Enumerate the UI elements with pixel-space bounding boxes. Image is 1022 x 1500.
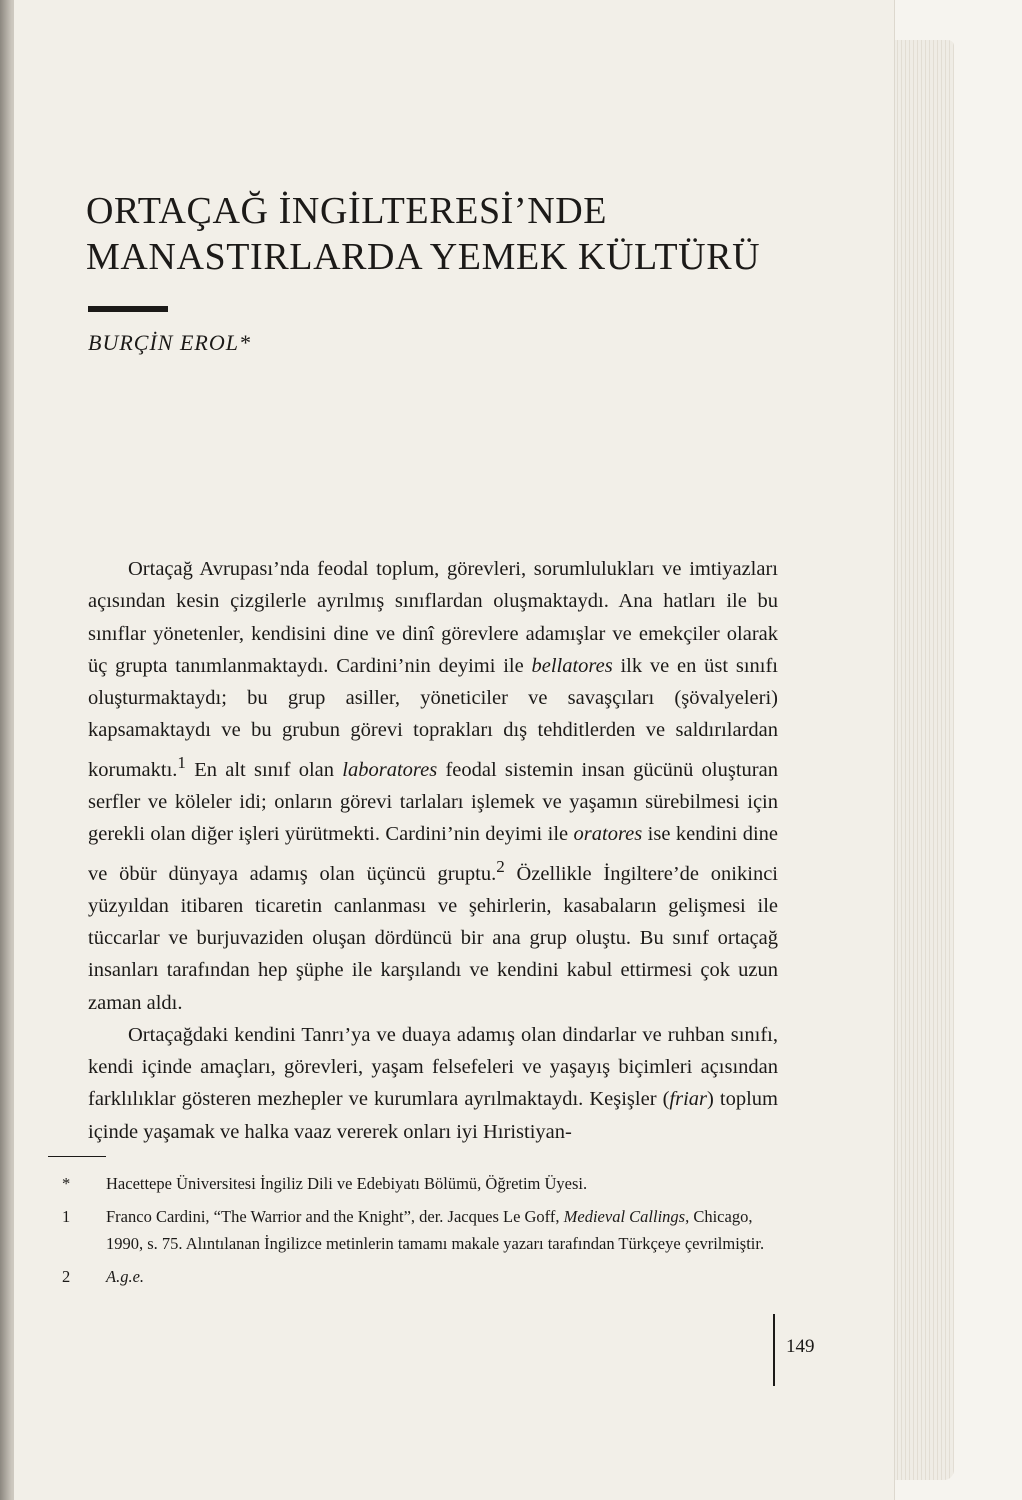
footnote-text: Hacettepe Üniversitesi İngiliz Dili ve Edebiyatı Bölümü, Öğretim Üyesi.: [106, 1174, 588, 1193]
footnote-separator: [48, 1156, 106, 1157]
folio-bar: [773, 1314, 775, 1386]
p1-text-i: Özellikle İngiltere’de onikinci yüzyıldan itibaren ticaretin canlanması ve şehirlerin, kasabaların gelişmesi ile tüccarlar ve burjuvaziden oluşan dördüncü bir ana grup oluştu. Bu sınıf ortaçağ insanları tarafından hep şüphe ile karşılandı ve kendini kabul ettirmesi çok uzun zaman aldı.: [88, 862, 778, 1014]
p2-text-c: ) toplum içinde yaşamak ve halka vaaz vererek onları iyi Hıristiyan-: [88, 1088, 778, 1143]
footnote-star: [62, 1170, 782, 1197]
title-line-2: MANASTIRLARDA YEMEK KÜLTÜRÜ: [86, 236, 761, 278]
p1-text-d: En alt sınıf olan: [185, 758, 343, 781]
fn2-italic: A.g.e.: [106, 1267, 145, 1286]
p1-italic-laboratores: laboratores: [342, 758, 438, 781]
p2-italic-friar: friar: [669, 1088, 708, 1111]
article-title: [86, 188, 846, 280]
p1-italic-oratores: oratores: [573, 823, 643, 846]
fn1-text-c: , Chicago, 1990, s. 75. Alıntılanan İngilizce metinlerin tamamı makale yazarı tarafından Türkçeye çevrilmiştir.: [106, 1207, 765, 1253]
footnote-1: [62, 1203, 782, 1257]
page-number: 149: [786, 1336, 815, 1357]
page-edges: [894, 40, 954, 1480]
paragraph-2: [88, 1019, 778, 1148]
p1-text-c: ilk ve en üst sınıfı oluşturmaktaydı; bu grup asiller, yöneticiler ve savaşçıları (şövalyeleri) kapsamaktaydı ve bu grubun görevi toprakları dış tehditlerden ve saldırılardan korumaktı.: [88, 654, 778, 781]
p1-text-f: feodal sistemin insan gücünü oluşturan serfler ve köleler idi; onların görevi tarlaları işlemek ve yaşamın sürebilmesi için gerekli olan diğer işleri yürütmekti. Cardini’nin deyimi ile: [88, 758, 778, 846]
footnote-mark: *: [62, 1174, 71, 1193]
fn1-italic-title: Medieval Callings: [563, 1207, 686, 1226]
fn1-text-a: Franco Cardini, “The Warrior and the Knight”, der. Jacques Le Goff,: [106, 1207, 564, 1226]
footnote-mark: 2: [62, 1267, 71, 1286]
footnotes: [62, 1170, 782, 1296]
footnote-text: [106, 1203, 782, 1257]
paragraph-1: [88, 553, 778, 1019]
footnote-text: [106, 1263, 782, 1290]
article-body: [88, 553, 778, 1148]
title-line-1: ORTAÇAĞ İNGİLTERESİ’NDE: [86, 190, 608, 232]
p1-italic-bellatores: bellatores: [531, 654, 613, 677]
footnote-mark: 1: [62, 1207, 71, 1226]
footnote-2: [62, 1263, 782, 1290]
p1-text-h: ise kendini dine ve öbür dünyaya adamış olan üçüncü gruptu.: [88, 823, 778, 885]
p1-text-a: Ortaçağ Avrupası’nda feodal toplum, görevleri, sorumlulukları ve imtiyazları açısından kesin çizgilerle ayrılmış sınıflardan oluşmaktaydı. Ana hatları ile bu sınıflar yönetenler, kendisini dine ve dinî görevlere adamışlar ve emekçiler olarak üç grupta tanımlanmaktaydı. Cardini’nin deyimi ile: [88, 558, 778, 677]
p2-text-a: Ortaçağdaki kendini Tanrı’ya ve duaya adamış olan dindarlar ve ruhban sınıfı, kendi içinde amaçları, görevleri, yaşam felsefeleri ve yaşayış biçimleri açısından farklılıklar gösteren mezhepler ve kurumlara ayrılmaktaydı. Keşişler (: [88, 1023, 778, 1111]
title-rule: [88, 306, 168, 312]
footnote-ref-2: 2: [496, 856, 505, 876]
footnote-ref-1: 1: [177, 752, 186, 772]
author-name: BURÇİN EROL*: [88, 330, 251, 355]
